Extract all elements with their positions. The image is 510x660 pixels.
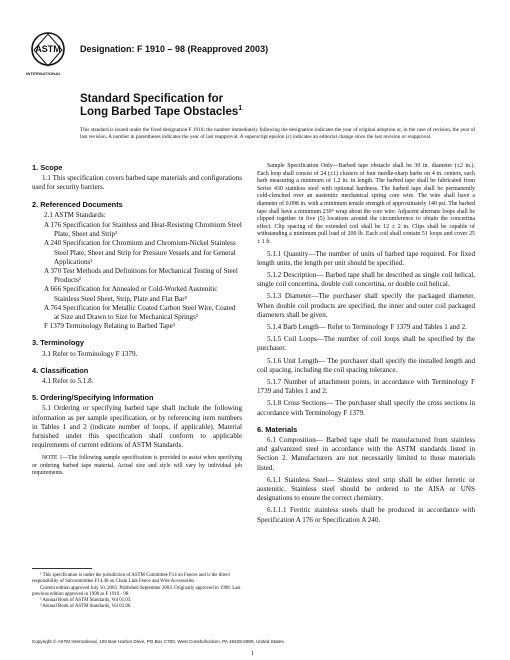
paragraph-5-1: 5.1 Ordering or specifying barbed tape shall include the following information as per sample specification, or by referencing item numbers in Tables 1 and 2 (indicate number of loops, if applicable). Material furnished under this specification shall conform to applicable requirements of current editions of ASTM Standards. xyxy=(32,404,242,450)
paragraph-4-1: 4.1 Refer to 5.1.8. xyxy=(42,377,94,386)
ref-a240: A 240 Specification for Chromium and Chromium-Nickel Stainless Steel Plate, Sheet and Strip for Pressure Vessels and for General Applications² xyxy=(44,239,236,266)
designation: Designation: F 1910 – 98 (Reapproved 2003) xyxy=(80,44,269,54)
ref-f1379: F 1379 Terminology Relating to Barbed Tape³ xyxy=(44,322,175,331)
section-heading-materials: 6. Materials xyxy=(257,424,298,434)
document-title xyxy=(80,93,242,119)
ref-a666: A 666 Specification for Annealed or Cold-Worked Austenitic Stainless Steel Sheet, Strip, Plate and Flat Bar² xyxy=(44,285,218,303)
paragraph-5-1-4: 5.1.4 Barb Length— Refer to Terminology F 1379 and Tables 1 and 2. xyxy=(267,322,467,331)
paragraph-2-1: 2.1 ASTM Standards: xyxy=(44,210,106,219)
paragraph-5-1-3: 5.1.3 Diameter—The purchaser shall specify the packaged diameter. When double coil products are specified, the inner and outer coil packaged diameters shall be given. xyxy=(257,292,475,319)
copyright-notice: Copyright © ASTM International, 100 Barr Harbor Drive, PO Box C700, West Conshohocken, PA 19428-2959, United States. xyxy=(32,639,285,644)
section-heading-terminology: 3. Terminology xyxy=(32,338,85,348)
title-line-1: Standard Specification for xyxy=(80,93,224,105)
footnote-3: ³ Annual Book of ASTM Standards, Vol 01.06. xyxy=(40,604,132,610)
paragraph-3-1: 3.1 Refer to Terminology F 1379. xyxy=(42,349,138,358)
footnotes xyxy=(32,573,242,611)
footnote-edition: Current edition approved July 10, 2003. Published September 2003. Originally approved in 1998. Last previous edition approved in 1998 as F 1910 - 98. xyxy=(32,585,241,597)
section-heading-referenced-documents: 2. Referenced Documents xyxy=(32,199,123,209)
svg-text:ASTM: ASTM xyxy=(35,44,61,54)
logo-subtitle: INTERNATIONAL xyxy=(26,71,61,76)
astm-logo xyxy=(30,30,66,70)
paragraph-5-1-7: 5.1.7 Number of attachment points, in accordance with Terminology F 1739 and Tables 1 and 2. xyxy=(257,377,475,396)
section-heading-scope: 1. Scope xyxy=(32,163,63,172)
ref-a764: A 764 Specification for Metallic Coated Carbon Steel Wire, Coated at Size and Drawn to Size for Mechanical Springs² xyxy=(44,303,236,322)
paragraph-5-1-5: 5.1.5 Coil Loops—The number of coil loops shall be specified by the purchaser. xyxy=(257,335,475,353)
title-line-2: Long Barbed Tape Obstacles$^1$ xyxy=(80,105,243,118)
right-column xyxy=(257,163,475,528)
note-1: NOTE 1—The following sample specification is provided to assist when specifying or ordering barbed tape material. Actual size and style will vary by individual job requirements. xyxy=(32,455,242,476)
paragraph-6-1: 6.1 Composition— Barbed tape shall be manufactured from stainless and galvanized steel in accordance with the ASTM standards listed in Section 2. Manufacturers are not necessarily limited to those materials listed. xyxy=(257,435,475,472)
paragraph-5-1-1: 5.1.1 Quantity—The number of units of barbed tape required. For fixed length units, the length per unit should be specified. xyxy=(257,249,475,267)
intro-paragraph: This standard is issued under the fixed designation F 1910; the number immediately following the designation indicates the year of original adoption or, in the case of revision, the year of last revision. A number in parentheses indicates the year of last reapproval. A superscript epsilon (ε) indicates an editorial change since the last revision or reapproval. xyxy=(80,127,476,141)
section-heading-ordering: 5. Ordering/Specifying Information xyxy=(32,393,154,403)
ref-a370: A 370 Test Methods and Definitions for Mechanical Testing of Steel Products² xyxy=(44,267,238,285)
page-number: 1 xyxy=(251,650,255,657)
paragraph-5-1-8: 5.1.8 Cross Sections— The purchaser shall specify the cross sections in accordance with Terminology F 1379. xyxy=(257,399,475,417)
section-heading-classification: 4. Classification xyxy=(32,365,89,375)
paragraph-1-1: 1.1 This specification covers barbed tape materials and configurations used for security barriers. xyxy=(32,174,242,192)
paragraph-5-1-6: 5.1.6 Unit Length— The purchaser shall specify the installed length and coil spacing, including the coil spacing tolerance. xyxy=(257,356,475,374)
footnote-1: ¹ This specification is under the jurisdiction of ASTM Committee F14 on Fences and is the direct responsibility of Subcommittee F14.40 on Chain Link Fence and Wire Accessories. xyxy=(32,573,230,585)
paragraph-5-1-2: 5.1.2 Description— Barbed tape shall be described as single coil helical, single coil concertina, double coil concertina, or double coil helical. xyxy=(257,270,475,289)
ref-a176: A 176 Specification for Stainless and Heat-Resisting Chromium Steel Plate, Sheet and Strip² xyxy=(44,221,242,239)
paragraph-6-1-1: 6.1.1 Stainless Steel— Stainless steel strip shall be either ferretic or austenitic. Stainless steel should be ordered to the AISA or UNS designations to ensure the correct chemistry. xyxy=(257,475,475,503)
footnote-2: ² Annual Book of ASTM Standards, Vol 01.03. xyxy=(40,598,132,604)
footnote-divider xyxy=(32,568,92,569)
title-footnote-mark: 1 xyxy=(238,105,243,113)
sample-specification: Sample Specification Only—Barbed tape obstacle shall be 30 in. diameter (±2 in.). Each loop shall consist of 24 (±1) clusters of four needle-sharp barbs on 4 in. centers, each barb measuring a minimum of 1.2 in. in length. The barbed tape shall be fabricated from Series 430 stainless steel with optional hardness. The barbed tape shall be permanently cold-clenched over an austenitic mechanical spring core wire. The wire shall have a diameter of 0.098 in. with a minimum tensile strength of approximately 140 psi. The barbed tape shall have a minimum 230° wrap about the core wire. Adjacent alternate loops shall be clipped together in five (5) locations around the circumference to obtain the concertina effect. Clip spacing of the extended coil shall be 12 ± 2 in. Clips shall be capable of withstanding a minimum pull load of 200 lb. Each coil shall contain 51 loops and cover 25 ± 1 ft. xyxy=(257,163,475,245)
paragraph-6-1-1-1: 6.1.1.1 Ferritic stainless steels shall be produced in accordance with Specification A 176 or Specification A 240. xyxy=(257,506,475,524)
left-column xyxy=(32,163,242,477)
